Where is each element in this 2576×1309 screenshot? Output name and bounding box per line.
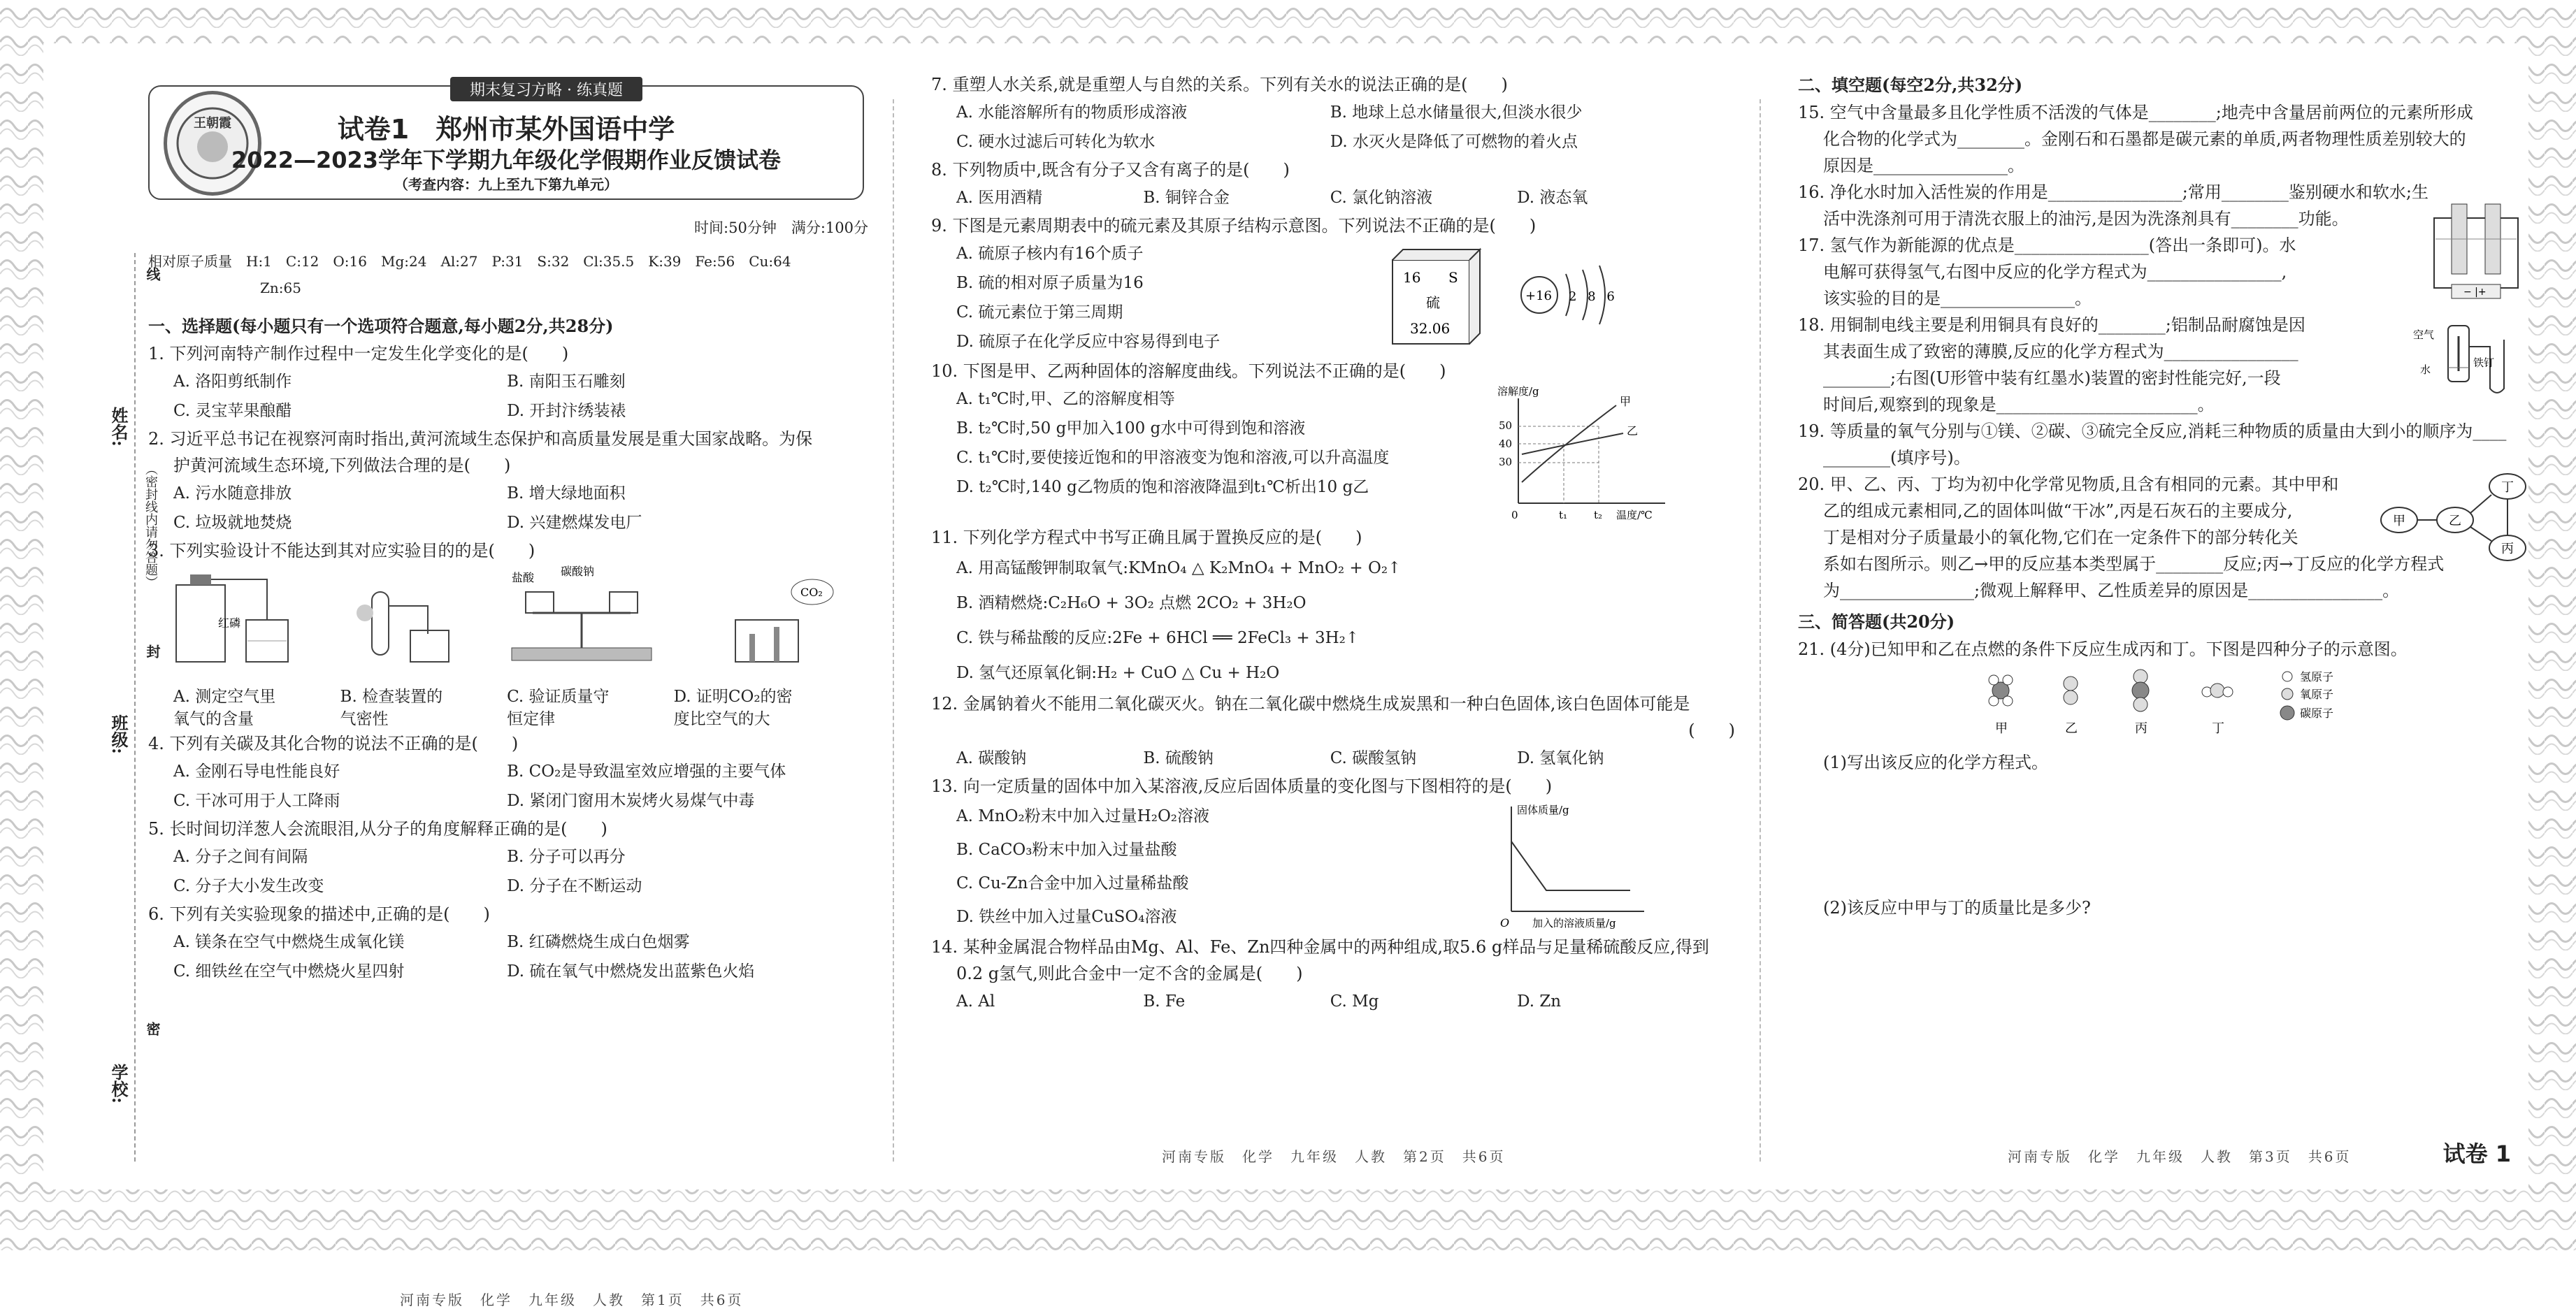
q21-stem: 21. (4分)已知甲和乙在点燃的条件下反应生成丙和丁。下图是四种分子的示意图。 <box>1798 639 2408 659</box>
exam-header <box>148 82 864 200</box>
node-bing: 丙 <box>2501 542 2514 556</box>
q7-option-a[interactable]: A. 水能溶解所有的物质形成溶液 <box>956 103 1188 122</box>
molecule-bing-icon <box>2132 670 2149 711</box>
q10-options <box>931 384 1490 502</box>
label-co2: CO₂ <box>800 586 823 599</box>
page-footer-1: 河南专版 化学 九年级 人教 第1页 共6页 <box>400 1292 744 1308</box>
q4-option-b[interactable]: B. CO₂是导致温室效应增强的主要气体 <box>507 762 786 781</box>
q13-stem: 13. 向一定质量的固体中加入某溶液,反应后固体质量的变化图与下图相符的是( ) <box>931 776 1553 796</box>
q20 <box>1798 471 2539 604</box>
graph-xlabel: 加入的溶液质量/g <box>1532 917 1616 930</box>
q6-option-a[interactable]: A. 镁条在空气中燃烧生成氧化镁 <box>173 933 405 951</box>
column-2 <box>931 71 1735 1165</box>
exam-subtitle: 2022—2023学年下学期九年级化学假期作业反馈试卷 <box>231 147 782 173</box>
exam-title: 试卷1 郑州市某外国语中学 <box>337 114 675 145</box>
section-fill: 二、填空题(每空2分,共32分) <box>1798 75 2023 95</box>
q7-stem: 7. 重塑人水关系,就是重塑人与自然的关系。下列有关水的说法正确的是( ) <box>931 75 1508 94</box>
solubility-curve-figure <box>1490 384 1700 524</box>
q2-option-d[interactable]: D. 兴建燃煤发电厂 <box>507 514 642 532</box>
q15-line-1: 15. 空气中含量最多且化学性质不活泼的气体是________;地壳中含量居前两位的元素所形成 <box>1798 103 2473 122</box>
q3-option-c[interactable]: C. 验证质量守 恒定律 <box>507 688 610 728</box>
apparatus-c-icon <box>512 565 652 660</box>
column-1 <box>148 215 868 1308</box>
q3-option-d[interactable]: D. 证明CO₂的密 度比空气的大 <box>673 688 793 728</box>
q12-option-b[interactable]: B. 硫酸钠 <box>1143 749 1214 767</box>
q18-line-2: 其表面生成了致密的薄膜,反应的化学方程式为________________ <box>1823 342 2298 361</box>
q14-stem: 14. 某种金属混合物样品由Mg、Al、Fe、Zn四种金属中的两种组成,取5.6 g样品与足量稀硫酸反应,得到 <box>931 937 1709 957</box>
q21-sub2: (2)该反应中甲与丁的质量比是多少? <box>1823 898 2091 918</box>
svg-text:王朝霞: 王朝霞 <box>194 116 231 131</box>
conversion-diagram <box>2378 471 2532 562</box>
solubility-ylabel: 溶解度/g <box>1497 385 1539 398</box>
svg-text:− |+: − |+ <box>2463 287 2487 298</box>
q10-option-a[interactable]: A. t₁℃时,甲、乙的溶解度相等 <box>956 390 1175 408</box>
q2-stem-2: 护黄河流域生态环境,下列做法合理的是( ) <box>173 456 511 475</box>
label-water: 水 <box>2420 363 2431 376</box>
q10-option-b[interactable]: B. t₂℃时,50 g甲加入100 g水中可得到饱和溶液 <box>956 419 1306 437</box>
q5-option-d[interactable]: D. 分子在不断运动 <box>507 877 642 895</box>
q3-option-b[interactable]: B. 检查装置的 气密性 <box>340 688 443 728</box>
atomic-mass-2: Zn:65 <box>260 280 301 296</box>
q12-option-d[interactable]: D. 氢氧化钠 <box>1517 749 1604 767</box>
atomic-mass-1: 相对原子质量 H:1 C:12 O:16 Mg:24 Al:27 P:31 S:32 Cl:35.5 K:39 Fe:56 Cu:64 <box>148 253 791 270</box>
q18-line-1: 18. 用铜制电线主要是利用铜具有良好的________;铝制品耐腐蚀是因 <box>1798 315 2305 335</box>
q8-stem: 8. 下列物质中,既含有分子又含有离子的是( ) <box>931 160 1290 180</box>
q17 <box>1798 232 2539 312</box>
q12-option-a[interactable]: A. 碳酸钠 <box>956 749 1027 767</box>
ytick-30: 30 <box>1499 456 1513 468</box>
seal-mark-dense: 密 <box>144 1022 161 1036</box>
q15-line-2: 化合物的化学式为________。金刚石和石墨都是碳元素的单质,两者物理性质差别较大的 <box>1823 129 2466 149</box>
q13-option-c[interactable]: C. Cu-Zn合金中加入过量稀盐酸 <box>956 874 1189 892</box>
q9-option-b[interactable]: B. 硫的相对原子质量为16 <box>956 274 1144 292</box>
legend-oxygen-icon <box>2282 688 2293 700</box>
q20-line-1: 20. 甲、乙、丙、丁均为初中化学常见物质,且含有相同的元素。其中甲和 <box>1798 475 2339 494</box>
q3-apparatus-figure <box>148 564 847 683</box>
node-yi: 乙 <box>2449 514 2461 528</box>
series-yi-label: 乙 <box>1627 424 1639 437</box>
apparatus-d-icon <box>735 579 833 662</box>
label-iron-nail: 铁钉 <box>2473 356 2495 369</box>
node-jia: 甲 <box>2393 514 2405 528</box>
q7-option-b[interactable]: B. 地球上总水储量很大,但淡水很少 <box>1330 103 1583 122</box>
q5-option-c[interactable]: C. 分子大小发生改变 <box>173 877 324 895</box>
xtick-t1: t₁ <box>1559 509 1568 521</box>
sulfur-element-figure <box>1379 239 1672 358</box>
curve-yi <box>1522 433 1623 454</box>
q20-line-4: 系如右图所示。则乙→甲的反应基本类型属于________反应;丙→丁反应的化学方程式 <box>1823 554 2445 574</box>
exam-badge: 试卷 1 <box>2442 1141 2511 1167</box>
q6-option-c[interactable]: C. 细铁丝在空气中燃烧火星四射 <box>173 962 405 981</box>
molecule-ding-icon <box>2202 684 2233 697</box>
q18 <box>1798 312 2539 418</box>
exam-sheet <box>43 43 2528 1308</box>
q16-line-2: 活中洗涤剂可用于清洗衣服上的油污,是因为洗涤剂具有________功能。 <box>1823 209 2349 229</box>
q5-options <box>148 842 868 901</box>
column-divider <box>893 99 894 1162</box>
q2-option-b[interactable]: B. 增大绿地面积 <box>507 484 626 502</box>
label-hydrochloric-acid: 盐酸 <box>512 571 535 584</box>
q7-option-c[interactable]: C. 硬水过滤后可转化为软水 <box>956 133 1156 151</box>
q1-option-a[interactable]: A. 洛阳剪纸制作 <box>173 373 292 391</box>
page-footer-2: 河南专版 化学 九年级 人教 第2页 共6页 <box>1162 1148 1506 1165</box>
q15-line-3: 原因是________________。 <box>1823 156 2024 175</box>
mol-label-jia: 甲 <box>1995 721 2008 736</box>
q5-option-b[interactable]: B. 分子可以再分 <box>507 848 626 866</box>
mol-label-yi: 乙 <box>2065 721 2078 736</box>
q16-line-1: 16. 净化水时加入活性炭的作用是________________;常用________鉴别硬水和软水;生 <box>1798 182 2429 202</box>
q14-option-b[interactable]: B. Fe <box>1143 992 1186 1011</box>
q2-option-c[interactable]: C. 垃圾就地焚烧 <box>173 514 292 532</box>
apparatus-a-icon <box>176 574 288 662</box>
q15 <box>1798 99 2539 179</box>
column-3 <box>1798 71 2539 1167</box>
q19 <box>1798 418 2539 471</box>
label-sodium-carbonate: 碳酸钠 <box>561 565 595 578</box>
q6-stem: 6. 下列有关实验现象的描述中,正确的是( ) <box>148 904 490 924</box>
q18-line-3: ________;右图(U形管中装有红墨水)装置的密封性能完好,一段 <box>1823 368 2281 388</box>
q11-option-c[interactable]: C. 铁与稀盐酸的反应:2Fe + 6HCl ══ 2FeCl₃ + 3H₂↑ <box>956 629 1360 647</box>
q14-option-a[interactable]: A. Al <box>956 992 995 1011</box>
q10-body <box>931 384 1735 524</box>
mol-label-ding: 丁 <box>2212 721 2224 736</box>
q13-option-a[interactable]: A. MnO₂粉末中加入过量H₂O₂溶液 <box>956 807 1210 825</box>
ytick-50: 50 <box>1499 419 1513 432</box>
graph-origin: O <box>1500 916 1510 930</box>
q10-option-c[interactable]: C. t₁℃时,要使接近饱和的甲溶液变为饱和溶液,可以升高温度 <box>956 449 1390 467</box>
q9-options <box>931 239 1379 356</box>
q20-line-3: 丁是相对分子质量最小的氧化物,它们在一定条件下的部分转化关 <box>1823 528 2298 547</box>
q3-stem: 3. 下列实验设计不能达到其对应实验目的的是( ) <box>148 541 535 561</box>
q9-option-d[interactable]: D. 硫原子在化学反应中容易得到电子 <box>956 333 1221 351</box>
q7-option-d[interactable]: D. 水灭火是降低了可燃物的着火点 <box>1330 133 1578 151</box>
molecule-yi-icon <box>2064 677 2078 704</box>
molecule-jia-icon <box>1989 675 2013 706</box>
mol-label-bing: 丙 <box>2135 721 2147 736</box>
q19-line-2: ________(填序号)。 <box>1823 448 1971 468</box>
q9-option-c[interactable]: C. 硫元素位于第三周期 <box>956 303 1123 321</box>
q4-option-a[interactable]: A. 金刚石导电性能良好 <box>173 762 340 781</box>
q1-stem: 1. 下列河南特产制作过程中一定发生化学变化的是( ) <box>148 344 569 363</box>
node-ding: 丁 <box>2501 480 2514 495</box>
ytick-40: 40 <box>1499 437 1513 450</box>
q8-option-c[interactable]: C. 氯化钠溶液 <box>1330 189 1433 207</box>
xtick-t2: t₂ <box>1594 509 1603 521</box>
q4-stem: 4. 下列有关碳及其化合物的说法不正确的是( ) <box>148 734 519 753</box>
legend-carbon-icon <box>2280 706 2294 720</box>
q12-option-c[interactable]: C. 碳酸氢钠 <box>1330 749 1417 767</box>
q2-options <box>148 479 868 537</box>
seal-mark-line: 线 <box>144 267 161 281</box>
q1-option-b[interactable]: B. 南阳玉石雕刻 <box>507 373 626 391</box>
q9-option-a[interactable]: A. 硫原子核内有16个质子 <box>956 245 1144 263</box>
molecule-models-figure <box>1798 663 2497 746</box>
q12-paren: ( ) <box>1688 721 1735 740</box>
legend-carbon: 碳原子 <box>2300 707 2334 720</box>
q3-options <box>148 686 868 730</box>
legend-hydrogen: 氢原子 <box>2300 670 2334 684</box>
q11-option-b[interactable]: B. 酒精燃烧:C₂H₆O + 3O₂ 点燃 2CO₂ + 3H₂O <box>956 594 1307 612</box>
mass-change-graph <box>1490 800 1700 932</box>
q20-line-5: 为________________;微观上解释甲、乙性质差异的原因是________________。 <box>1823 581 2400 600</box>
q13-option-d[interactable]: D. 铁丝中加入过量CuSO₄溶液 <box>956 908 1177 926</box>
nucleus-charge: +16 <box>1525 289 1552 303</box>
q1-options <box>148 367 868 426</box>
legend-hydrogen-icon <box>2282 672 2292 681</box>
seal-mark-seal: 封 <box>144 644 161 658</box>
section-short-answer: 三、简答题(共20分) <box>1798 612 1955 632</box>
q14-option-c[interactable]: C. Mg <box>1330 992 1379 1011</box>
q4-option-c[interactable]: C. 干冰可用于人工降雨 <box>173 792 340 810</box>
q13-options <box>931 800 1490 934</box>
element-number: 16 <box>1403 269 1421 286</box>
q17-line-2: 电解可获得氢气,右图中反应的化学方程式为________________, <box>1823 262 2287 282</box>
exam-scope: （考查内容：九上至九下第九单元） <box>394 176 618 193</box>
q6-options <box>148 927 868 986</box>
q12-stem: 12. 金属钠着火不能用二氧化碳灭火。钠在二氧化碳中燃烧生成炭黑和一种白色固体,该白色固体可能是 <box>931 694 1690 714</box>
series-jia-label: 甲 <box>1620 395 1632 408</box>
q3-option-a[interactable]: A. 测定空气里 氧气的含量 <box>173 688 276 728</box>
solubility-xlabel: 温度/℃ <box>1616 509 1653 521</box>
q11-option-d[interactable]: D. 氢气还原氧化铜:H₂ + CuO △ Cu + H₂O <box>956 664 1280 682</box>
label-air: 空气 <box>2413 328 2435 341</box>
q14-options <box>931 987 1735 1016</box>
u-tube-apparatus-icon <box>2413 319 2532 403</box>
q11-options <box>931 551 1735 690</box>
graph-ylabel: 固体质量/g <box>1517 804 1569 816</box>
q17-line-1: 17. 氢气作为新能源的优点是________________(答出一条即可)。水 <box>1798 236 2296 255</box>
element-mass: 32.06 <box>1410 320 1451 337</box>
q8-option-a[interactable]: A. 医用酒精 <box>956 189 1043 207</box>
q7-options <box>931 98 1735 157</box>
q14-stem-2: 0.2 g氢气,则此合金中一定不含的金属是( ) <box>956 964 1303 983</box>
q13-body <box>931 800 1735 934</box>
q18-line-4: 时间后,观察到的现象是________________________。 <box>1823 395 2215 414</box>
q21-sub1: (1)写出该反应的化学方程式。 <box>1823 753 2048 772</box>
mass-line <box>1511 841 1630 890</box>
q17-line-3: 该实验的目的是________________。 <box>1823 289 2092 308</box>
q9-body <box>931 239 1735 358</box>
element-name: 硫 <box>1426 294 1440 311</box>
section-choice: 一、选择题(每小题只有一个选项符合题意,每小题2分,共28分) <box>148 316 614 336</box>
apparatus-b-icon <box>357 592 449 662</box>
q5-stem: 5. 长时间切洋葱人会流眼泪,从分子的角度解释正确的是( ) <box>148 819 607 839</box>
legend-oxygen: 氧原子 <box>2300 688 2334 701</box>
q14-option-d[interactable]: D. Zn <box>1517 992 1562 1011</box>
q10-option-d[interactable]: D. t₂℃时,140 g乙物质的饱和溶液降温到t₁℃析出10 g乙 <box>956 478 1369 496</box>
school-field: 学校: <box>108 1064 129 1104</box>
q9-stem: 9. 下图是元素周期表中的硫元素及其原子结构示意图。下列说法不正确的是( ) <box>931 216 1537 236</box>
seal-warning: （密封线内请勿答题） <box>143 463 158 588</box>
banner: 期末复习方略 · 练真题 <box>450 77 642 101</box>
xtick-0: 0 <box>1511 509 1518 521</box>
q2-option-a[interactable]: A. 污水随意排放 <box>173 484 292 502</box>
electrolysis-apparatus-icon <box>2413 190 2539 309</box>
q20-line-2: 乙的组成元素相同,乙的固体叫做“干冰”,丙是石灰石的主要成分, <box>1823 501 2293 521</box>
electron-shells: 2 8 6 <box>1569 289 1615 304</box>
q8-option-d[interactable]: D. 液态氧 <box>1517 189 1588 207</box>
q13-option-b[interactable]: B. CaCO₃粉末中加入过量盐酸 <box>956 841 1177 859</box>
q11-stem: 11. 下列化学方程式中书写正确且属于置换反应的是( ) <box>931 528 1362 547</box>
q19-line-1: 19. 等质量的氧气分别与①镁、②碳、③硫完全反应,消耗三种物质的质量由大到小的顺序为____ <box>1798 421 2507 441</box>
element-symbol: S <box>1448 269 1458 286</box>
class-field: 班级: <box>108 714 129 754</box>
q1-option-d[interactable]: D. 开封汴绣装裱 <box>507 402 626 420</box>
q6-option-d[interactable]: D. 硫在氧气中燃烧发出蓝紫色火焰 <box>507 962 755 981</box>
q6-option-b[interactable]: B. 红磷燃烧生成白色烟雾 <box>507 933 690 951</box>
q1-option-c[interactable]: C. 灵宝苹果酿醋 <box>173 402 292 420</box>
q8-option-b[interactable]: B. 铜锌合金 <box>1143 189 1230 207</box>
q2-stem: 2. 习近平总书记在视察河南时指出,黄河流域生态保护和高质量发展是重大国家战略。为保 <box>148 429 813 449</box>
seal-line <box>134 253 136 1162</box>
column-divider <box>1760 99 1761 1162</box>
q4-options <box>148 757 868 816</box>
exam-time: 时间:50分钟 满分:100分 <box>694 219 868 236</box>
q12-options <box>931 744 1735 773</box>
label-red-phosphorus: 红磷 <box>218 616 241 630</box>
q4-option-d[interactable]: D. 紧闭门窗用木炭烤火易煤气中毒 <box>507 792 755 810</box>
page-footer-3: 河南专版 化学 九年级 人教 第3页 共6页 <box>2008 1148 2352 1165</box>
name-field: 姓名: <box>108 407 129 447</box>
q10-stem: 10. 下图是甲、乙两种固体的溶解度曲线。下列说法不正确的是( ) <box>931 361 1446 381</box>
q8-options <box>931 183 1735 212</box>
q5-option-a[interactable]: A. 分子之间有间隔 <box>173 848 308 866</box>
answer-space-1[interactable] <box>1798 776 2539 895</box>
q11-option-a[interactable]: A. 用高锰酸钾制取氧气:KMnO₄ △ K₂MnO₄ + MnO₂ + O₂↑ <box>956 559 1402 577</box>
